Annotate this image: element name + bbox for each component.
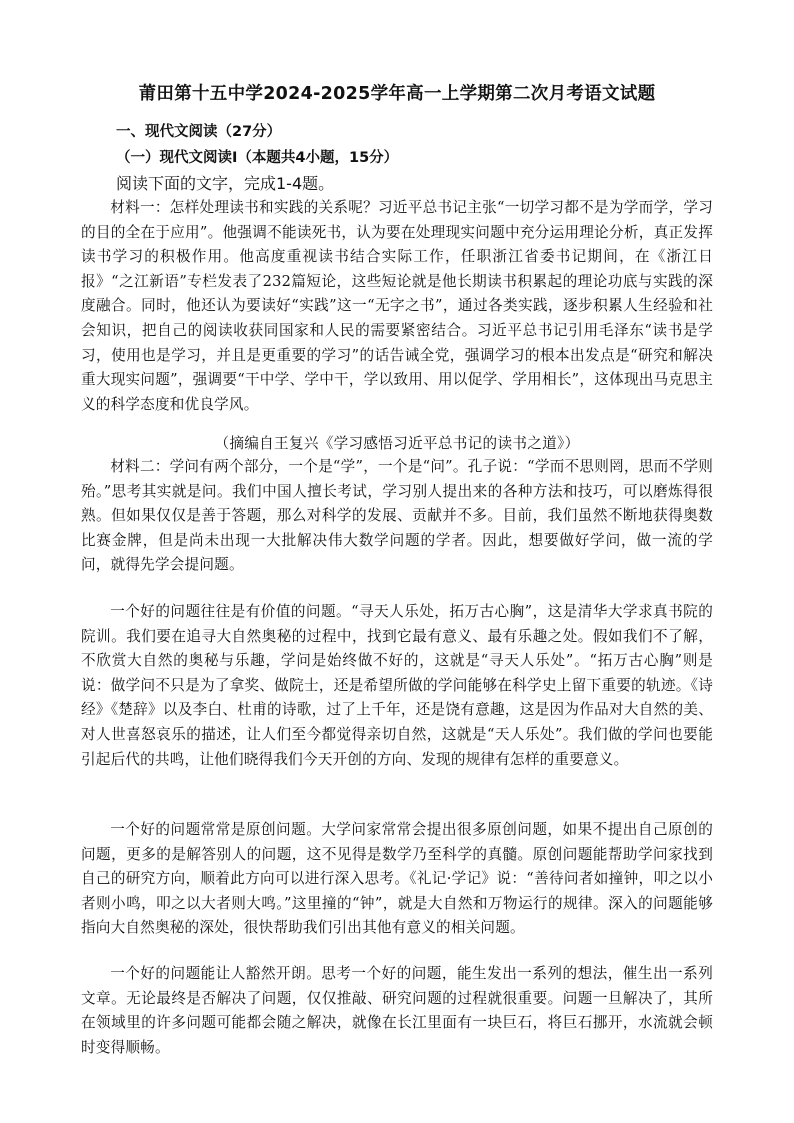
body-paragraph-original-question: 一个好的问题常常是原创问题。大学问家常常会提出很多原创问题，如果不提出自己原创的问题，更多的是解答别人的问题，这不见得是数学乃至科学的真髓。原创问题能帮助学问家找到自己的研究方向，顺着此方向可以进行深入思考。《礼记·学记》说：“善待问者如撞钟，叩之以小者则小鸣，叩之以大者则大鸣。”这里撞的“钟”，就是大自然和万物运行的规律。深入的问题能够指向大自然奥秘的深处，很快帮助我们引出其他有意义的相关问题。 xyxy=(81,821,713,937)
material-one-paragraph: 材料一：怎样处理读书和实践的关系呢？习近平总书记主张“一切学习都不是为学而学，学习的目的全在于应用”。他强调不能读死书，认为要在处理现实问题中充分运用理论分析，真正发挥读书学习的积极作用。他高度重视读书结合实际工作，任职浙江省委书记期间，在《浙江日报》“之江新语”专栏发表了232篇短论，这些短论就是他长期读书积累起的理论功底与实践的深度融合。同时，他还认为要读好“实践”这一“无字之书”，通过各类实践，逐步积累人生经验和社会知识，把自己的阅读收获同国家和人民的需要紧密结合。习近平总书记引用毛泽东“读书是学习，使用也是学习，并且是更重要的学习”的话告诫全党，强调学习的根本出发点是“研究和解决重大现实问题”，强调要“干中学、学中干，学以致用、用以促学、学用相长”，这体现出马克思主义的科学态度和优良学风。 xyxy=(81,199,713,413)
body-paragraph-enlightening-question: 一个好的问题能让人豁然开朗。思考一个好的问题，能生发出一系列的想法，催生出一系列文章。无论最终是否解决了问题，仅仅推敲、研究问题的过程就很重要。问题一旦解决了，其所在领域里的许多问题可能都会随之解决，就像在长江里面有一块巨石，将巨石挪开，水流就会顿时变得顺畅。 xyxy=(81,965,713,1056)
material-two-paragraph: 材料二：学问有两个部分，一个是“学”，一个是“问”。孔子说：“学而不思则罔，思而不学则殆。”思考其实就是问。我们中国人擅长考试，学习别人提出来的各种方法和技巧，可以磨炼得很熟。但如果仅仅是善于答题，那么对科学的发展、贡献并不多。目前，我们虽然不断地获得奥数比赛金牌，但是尚未出现一大批解决伟大数学问题的学者。因此，想要做好学问，做一流的学问，就得先学会提问题。 xyxy=(81,458,713,574)
reading-instruction: 阅读下面的文字，完成1-4题。 xyxy=(116,174,335,193)
page-title: 莆田第十五中学2024-2025学年高一上学期第二次月考语文试题 xyxy=(138,84,656,104)
section-heading: 一、现代文阅读（27分） xyxy=(116,124,282,140)
subsection-heading: （一）现代文阅读Ⅰ（本题共4小题，15分） xyxy=(116,150,399,166)
body-paragraph-valuable-question: 一个好的问题往往是有价值的问题。“寻天人乐处，拓万古心胸”，这是清华大学求真书院的院训。我们要在追寻大自然奥秘的过程中，找到它最有意义、最有乐趣之处。假如我们不了解，不欣赏大自然的奥秘与乐趣，学问是始终做不好的，这就是“寻天人乐处”。“拓万古心胸”则是说：做学问不只是为了拿奖、做院士，还是希望所做的学问能够在科学史上留下重要的轨迹。《诗经》《楚辞》以及李白、杜甫的诗歌，过了上千年，还是饶有意趣，这是因为作品对大自然的美、对人世喜怒哀乐的描述，让人们至今都觉得亲切自然，这就是“天人乐处”。我们做的学问也要能引起后代的共鸣，让他们晓得我们今天开创的方向、发现的规律有怎样的重要意义。 xyxy=(81,603,713,768)
source-citation: （摘编自王复兴《学习感悟习近平总书记的读书之道》） xyxy=(214,435,580,452)
